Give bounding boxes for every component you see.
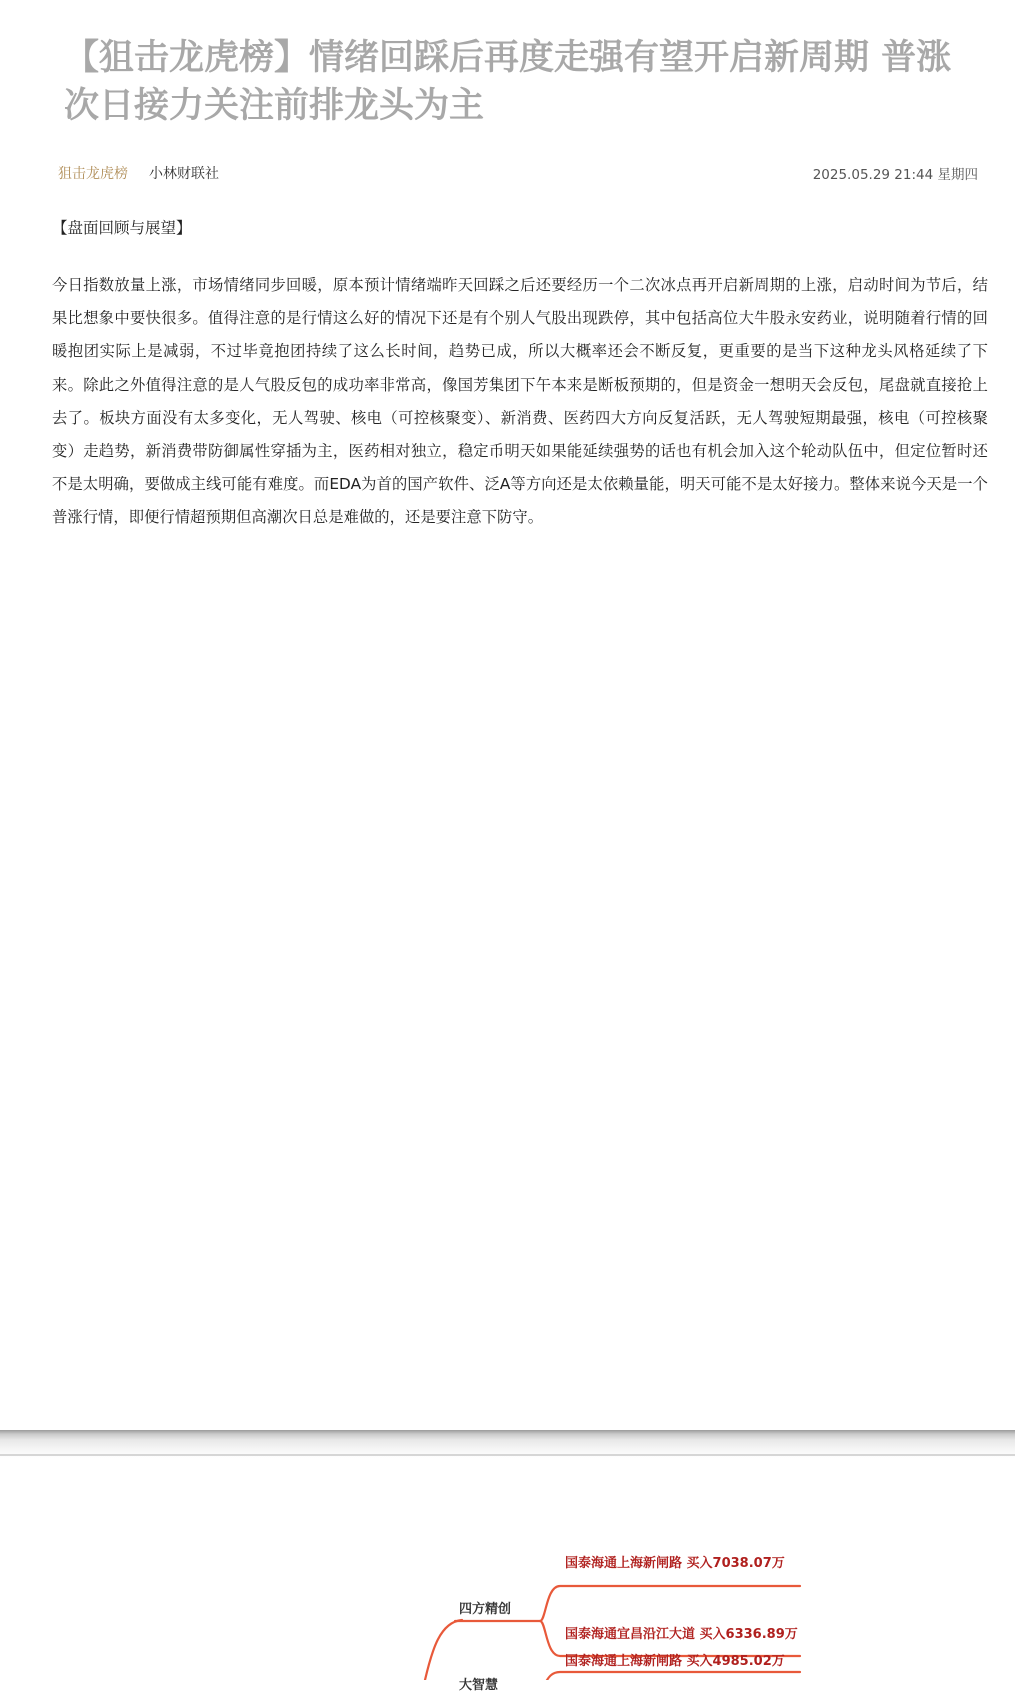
mindmap-stock-name: 四方精创 bbox=[459, 1602, 512, 1617]
publish-datetime: 2025.05.29 21:44 星期四 bbox=[812, 167, 978, 183]
article-title: 【狙击龙虎榜】情绪回踩后再度走强有望开启新周期 普涨次日接力关注前排龙头为主 bbox=[64, 38, 952, 126]
mindmap-seat-label: 国泰海通上海新闸路 买入7038.07万 bbox=[565, 1556, 785, 1571]
article-meta bbox=[58, 163, 978, 183]
mindmap-image bbox=[0, 1540, 1015, 1693]
author-name: 小林财联社 bbox=[149, 166, 219, 182]
article-body: 今日指数放量上涨，市场情绪同步回暖，原本预计情绪端昨天回踩之后还要经历一个二次冰点再开启新周期的上涨，启动时间为节后，结果比想象中要快很多。值得注意的是行情这么好的情况下还是有个别人气股出现跌停，其中包括高位大牛股永安药业，说明随着行情的回暖抱团实际上是减弱，不过毕竟抱团持续了这么长时间，趋势已成，所以大概率还会不断反复，更重要的是当下这种龙头风格延续了下来。除此之外值得注意的是人气股反包的成功率非常高，像国芳集团下午本来是断板预期的，但是资金一想明天会反包，尾盘就直接抢上去了。板块方面没有太多变化，无人驾驶、核电（可控核聚变）、新消费、医药四大方向反复活跃，无人驾驶短期最强，核电（可控核聚变）走趋势，新消费带防御属性穿插为主，医药相对独立，稳定币明天如果能延续强势的话也有机会加入这个轮动队伍中，但定位暂时还不是太明确，要做成主线可能有难度。而EDA为首的国产软件、泛A等方向还是太依赖量能，明天可能不是太好接力。整体来说今天是一个普涨行情，即便行情超预期但高潮次日总是难做的，还是要注意下防守。 bbox=[52, 276, 988, 527]
section-heading: 【盘面回顾与展望】 bbox=[52, 219, 192, 237]
mindmap-branch-seat-1 bbox=[540, 1586, 800, 1621]
mindmap-trunk-branch bbox=[425, 1620, 462, 1680]
column-link[interactable]: 狙击龙虎榜 bbox=[58, 166, 128, 182]
mindmap-seat-label: 国泰海通宜昌沿江大道 买入6336.89万 bbox=[565, 1627, 798, 1642]
mindmap-seat-label: 国泰海通上海新闸路 买入4985.02万 bbox=[565, 1654, 785, 1669]
mindmap-branch-seat-3 bbox=[540, 1672, 800, 1680]
mindmap-stock-name: 大智慧 bbox=[459, 1678, 499, 1693]
page-break-divider bbox=[0, 1454, 1015, 1456]
